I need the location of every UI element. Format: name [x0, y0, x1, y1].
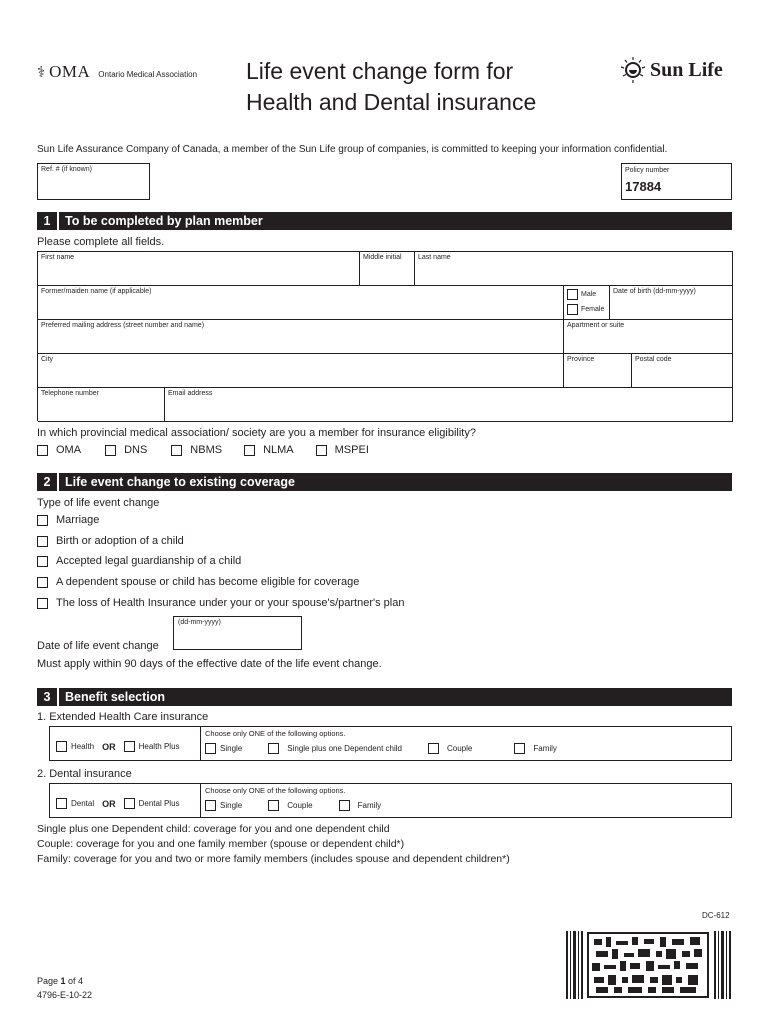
dns-checkbox[interactable]: [105, 445, 116, 456]
section-1-number: 1: [37, 212, 59, 230]
ehc-label: 1. Extended Health Care insurance: [37, 711, 209, 723]
guardianship-checkbox[interactable]: [37, 556, 48, 567]
page-number-suffix: of 4: [65, 976, 84, 986]
male-checkbox[interactable]: [567, 289, 578, 300]
form-title: [246, 56, 536, 118]
mspei-label: MSPEI: [334, 444, 369, 456]
first-name-label: First name: [41, 254, 75, 261]
dental-plus-checkbox[interactable]: [124, 798, 135, 809]
dependent-eligible-checkbox[interactable]: [37, 577, 48, 588]
dental-plus-label: Dental Plus: [138, 799, 180, 808]
gender-field: [564, 286, 610, 320]
male-label: Male: [581, 291, 597, 298]
guardianship-label: Accepted legal guardianship of a child: [56, 555, 242, 567]
birth-adoption-checkbox[interactable]: [37, 536, 48, 547]
health-plus-label: Health Plus: [138, 742, 180, 751]
section-1-header: [37, 212, 732, 230]
event-date-field[interactable]: [173, 616, 302, 650]
page-number-prefix: Page: [37, 976, 61, 986]
dental-plan-choice: [56, 798, 180, 809]
event-type-label: Type of life event change: [37, 497, 160, 509]
email-label: Email address: [168, 390, 213, 397]
section-2-number: 2: [37, 473, 59, 491]
ehc-divider: [200, 727, 201, 760]
event-option-loss: [37, 597, 404, 609]
dental-coverage-options: [205, 800, 381, 811]
coverage-definition-single-plus-one: Single plus one Dependent child: coverage for you and one dependent child: [37, 823, 390, 835]
oma-name: Ontario Medical Association: [98, 70, 198, 79]
ref-number-field[interactable]: [37, 163, 150, 200]
ehc-single-label: Single: [220, 744, 243, 753]
apply-deadline-note: Must apply within 90 days of the effective date of the life event change.: [37, 658, 382, 670]
ehc-family-label: Family: [533, 744, 557, 753]
dental-choose-note: Choose only ONE of the following options.: [205, 786, 346, 795]
dental-options-box: [49, 783, 732, 818]
event-option-dependent: [37, 576, 359, 588]
address-field[interactable]: [38, 320, 564, 354]
coverage-definition-couple: Couple: coverage for you and one family member (spouse or dependent child*): [37, 838, 405, 850]
address-label: Preferred mailing address (street number and name): [41, 322, 205, 329]
city-label: City: [41, 356, 54, 363]
document-code: 4796-E-10-22: [37, 990, 93, 1000]
section-3-header: [37, 688, 732, 706]
city-field[interactable]: [38, 354, 564, 388]
oma-logo: [37, 62, 197, 82]
last-name-field[interactable]: [415, 252, 733, 286]
former-name-field[interactable]: [38, 286, 564, 320]
barcode-graphic: [566, 931, 732, 999]
loss-of-insurance-checkbox[interactable]: [37, 598, 48, 609]
dental-couple-checkbox[interactable]: [268, 800, 279, 811]
nlma-checkbox[interactable]: [244, 445, 255, 456]
section-2-header: [37, 473, 732, 491]
health-plus-checkbox[interactable]: [124, 741, 135, 752]
dental-checkbox[interactable]: [56, 798, 67, 809]
dependent-eligible-label: A dependent spouse or child has become eligible for coverage: [56, 576, 360, 588]
member-info-grid: [37, 251, 733, 421]
province-label: Province: [567, 356, 595, 363]
ehc-options-box: [49, 726, 732, 761]
event-option-guardianship: [37, 555, 241, 567]
dental-plan-label: Dental: [71, 799, 95, 808]
ehc-couple-checkbox[interactable]: [428, 743, 439, 754]
dental-family-checkbox[interactable]: [339, 800, 350, 811]
nlma-label: NLMA: [263, 444, 294, 456]
form-code: DC-612: [702, 911, 730, 920]
former-name-label: Former/maiden name (if applicable): [41, 288, 152, 295]
email-field[interactable]: [165, 388, 733, 422]
first-name-field[interactable]: [38, 252, 360, 286]
sun-icon: [620, 56, 646, 84]
event-option-marriage: [37, 514, 99, 526]
coverage-definition-family: Family: coverage for you and two or more family members (includes spouse and dependent children*): [37, 853, 510, 865]
section-1-instruction: Please complete all fields.: [37, 236, 165, 248]
marriage-checkbox[interactable]: [37, 515, 48, 526]
oma-label: OMA: [56, 444, 82, 456]
ehc-choose-note: Choose only ONE of the following options.: [205, 729, 346, 738]
apartment-label: Apartment or suite: [567, 322, 625, 329]
dental-family-label: Family: [357, 801, 382, 810]
female-checkbox[interactable]: [567, 304, 578, 315]
oma-emblem-icon: ⚕: [37, 63, 46, 81]
postal-code-label: Postal code: [635, 356, 672, 363]
mspei-checkbox[interactable]: [316, 445, 327, 456]
dental-single-label: Single: [220, 801, 243, 810]
dental-couple-label: Couple: [287, 801, 313, 810]
oma-checkbox[interactable]: [37, 445, 48, 456]
loss-of-insurance-label: The loss of Health Insurance under your or your spouse's/partner's plan: [56, 597, 405, 609]
section-3-title: Benefit selection: [65, 690, 166, 704]
ehc-family-checkbox[interactable]: [514, 743, 525, 754]
section-1-title: To be completed by plan member: [65, 214, 263, 228]
ehc-couple-label: Couple: [447, 744, 473, 753]
event-date-label: Date of life event change: [37, 640, 159, 652]
telephone-label: Telephone number: [41, 390, 99, 397]
ehc-single-checkbox[interactable]: [205, 743, 216, 754]
apartment-field[interactable]: [564, 320, 733, 354]
ehc-single-plus-one-checkbox[interactable]: [268, 743, 279, 754]
form-title-line2: Health and Dental insurance: [246, 89, 537, 115]
ehc-plan-choice: [56, 741, 180, 752]
page-number: [37, 976, 83, 986]
nbms-label: NBMS: [190, 444, 223, 456]
middle-initial-field[interactable]: [360, 252, 415, 286]
form-title-line1: Life event change form for: [246, 58, 514, 84]
province-field[interactable]: [564, 354, 632, 388]
female-label: Female: [581, 306, 605, 313]
dental-label: 2. Dental insurance: [37, 768, 132, 780]
policy-number-value: 17884: [625, 179, 662, 194]
oma-logo-text: OMA: [49, 62, 91, 81]
middle-initial-label: Middle initial: [363, 254, 402, 261]
ehc-or-label: OR: [102, 741, 116, 752]
dental-single-checkbox[interactable]: [205, 800, 216, 811]
confidentiality-statement: Sun Life Assurance Company of Canada, a member of the Sun Life group of companies, is committed to keeping your information confidential.: [37, 144, 668, 155]
marriage-label: Marriage: [56, 514, 100, 526]
event-date-format: (dd-mm-yyyy): [178, 619, 221, 626]
policy-number-field[interactable]: [621, 163, 732, 200]
section-2-title: Life event change to existing coverage: [65, 475, 295, 489]
health-checkbox[interactable]: [56, 741, 67, 752]
event-option-birth: [37, 535, 184, 547]
association-question: In which provincial medical association/ society are you a member for insurance eligibility?: [37, 427, 476, 439]
nbms-checkbox[interactable]: [171, 445, 182, 456]
sunlife-logo: [620, 56, 723, 84]
section-3-number: 3: [37, 688, 59, 706]
ehc-single-plus-one-label: Single plus one Dependent child: [287, 744, 402, 753]
page-number-current: 1: [60, 976, 66, 986]
dns-label: DNS: [124, 444, 148, 456]
dental-or-label: OR: [102, 798, 116, 809]
policy-number-label: Policy number: [625, 167, 670, 174]
dental-divider: [200, 784, 201, 817]
ref-number-label: Ref. # (if known): [41, 166, 92, 173]
ehc-coverage-options: [205, 743, 557, 754]
barcode: [566, 931, 732, 999]
association-options: [37, 444, 369, 456]
dob-field[interactable]: [610, 286, 733, 320]
birth-adoption-label: Birth or adoption of a child: [56, 535, 184, 547]
postal-code-field[interactable]: [632, 354, 733, 388]
health-label: Health: [71, 742, 95, 751]
telephone-field[interactable]: [38, 388, 165, 422]
last-name-label: Last name: [418, 254, 451, 261]
dob-label: Date of birth (dd-mm-yyyy): [613, 288, 696, 295]
sunlife-logo-text: Sun Life: [650, 58, 723, 81]
